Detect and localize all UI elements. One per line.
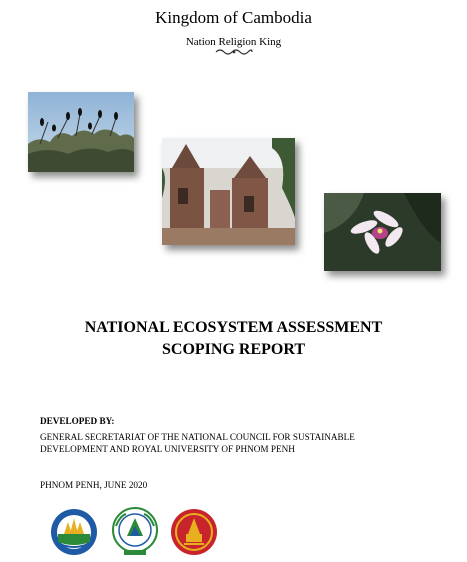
- developer-line-1: GENERAL SECRETARIAT OF THE NATIONAL COUNCIL FOR SUSTAINABLE: [40, 432, 355, 442]
- ministry-logo-icon: [50, 508, 98, 556]
- developed-by-heading: DEVELOPED BY:: [40, 416, 115, 426]
- ornament-divider: [0, 48, 467, 59]
- council-logo-icon: [110, 506, 160, 558]
- developer-line-2: DEVELOPMENT AND ROYAL UNIVERSITY OF PHNOM PENH: [40, 444, 295, 454]
- national-motto: Nation Religion King: [185, 36, 282, 48]
- report-title-line2: SCOPING REPORT: [161, 341, 305, 358]
- ornament-icon: [214, 48, 254, 56]
- birds-in-tree-photo: [28, 92, 134, 172]
- orchid-photo: [324, 193, 441, 271]
- place-date: PHNOM PENH, JUNE 2020: [40, 480, 148, 490]
- university-logo-icon: [170, 508, 218, 556]
- kingdom-heading: Kingdom of Cambodia: [155, 8, 312, 27]
- temple-photo: [162, 138, 295, 245]
- report-title-line1: NATIONAL ECOSYSTEM ASSESSMENT: [84, 319, 383, 336]
